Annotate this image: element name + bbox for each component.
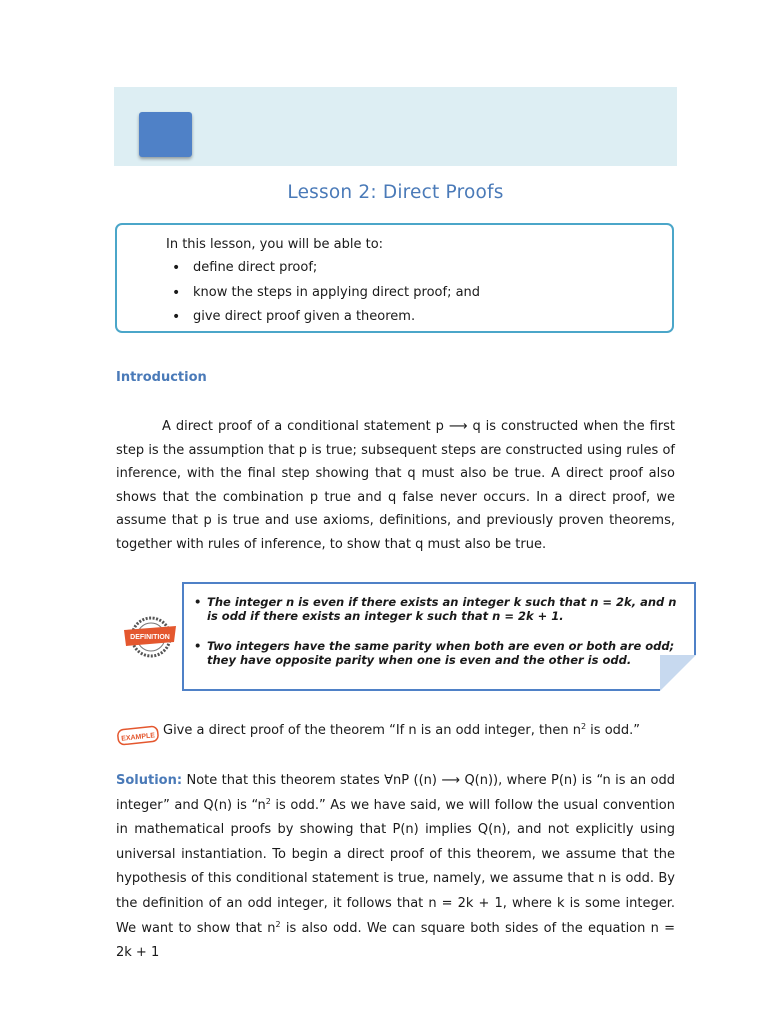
solution-label: Solution: <box>116 773 183 788</box>
header-band <box>114 87 677 166</box>
example-superscript: 2 <box>580 722 587 731</box>
solution-text-part2: is odd.” As we have said, we will follow the usual convention in mathematical proofs by showing that P(n) implies Q(n), and not explicitly using universal instantiation. To begin a direct proof of this theorem, we assume that the hypothesis of this conditional statement is true, namely, we assume that n is odd. By the definition of an odd integer, it follows that n = 2k + 1, where k is some integer. We want to show that n <box>116 797 675 936</box>
solution-text-part1: Note that this theorem states ∀nP ((n) ⟶ Q(n)), where P(n) is “n is an odd integer” and Q(n) is “n <box>116 773 675 813</box>
introduction-paragraph: A direct proof of a conditional statement p ⟶ q is constructed when the first step is the assumption that p is true; subsequent steps are constructed using rules of inference, with the final step showing that q must also be true. A direct proof also shows that the combination p true and q false never occurs. In a direct proof, we assume that p is true and use axioms, definitions, and previously proven theorems, together with rules of inference, to show that q must also be true. <box>116 419 675 552</box>
solution-superscript-1: 2 <box>265 796 271 806</box>
definition-item: • The integer n is even if there exists an integer k such that n = 2k, and n is odd if there exists an integer k such that n = 2k + 1. <box>194 595 689 623</box>
example-badge-text: EXAMPLE <box>120 732 156 743</box>
page-curl-decoration <box>660 655 696 691</box>
example-text-before: Give a direct proof of the theorem “If n is an odd integer, then n <box>163 723 581 738</box>
example-text <box>163 723 640 738</box>
objectives-box <box>115 223 674 333</box>
objectives-intro: In this lesson, you will be able to: <box>166 237 384 252</box>
objective-item: • define direct proof; <box>172 256 480 281</box>
example-badge-icon <box>116 724 160 748</box>
objective-item: • know the steps in applying direct proof; and <box>172 281 480 306</box>
definition-badge-icon <box>122 616 178 658</box>
definition-list <box>194 595 689 683</box>
objectives-list <box>172 256 480 330</box>
solution-paragraph <box>116 769 675 966</box>
definition-item: • Two integers have the same parity when both are even or both are odd; they have opposite parity when one is even and the other is odd. <box>194 639 689 667</box>
objective-item: • give direct proof given a theorem. <box>172 305 480 330</box>
definition-box <box>182 582 696 691</box>
definition-badge-text: DEFINITION <box>130 634 170 641</box>
solution-text-part3: is also odd. We can square both sides of the equation n = 2k + 1 <box>116 920 675 961</box>
introduction-heading: Introduction <box>116 370 207 385</box>
example-text-after: is odd.” <box>586 723 641 738</box>
header-square-icon <box>139 112 192 157</box>
solution-superscript-2: 2 <box>275 919 281 929</box>
lesson-title: Lesson 2: Direct Proofs <box>287 182 504 203</box>
